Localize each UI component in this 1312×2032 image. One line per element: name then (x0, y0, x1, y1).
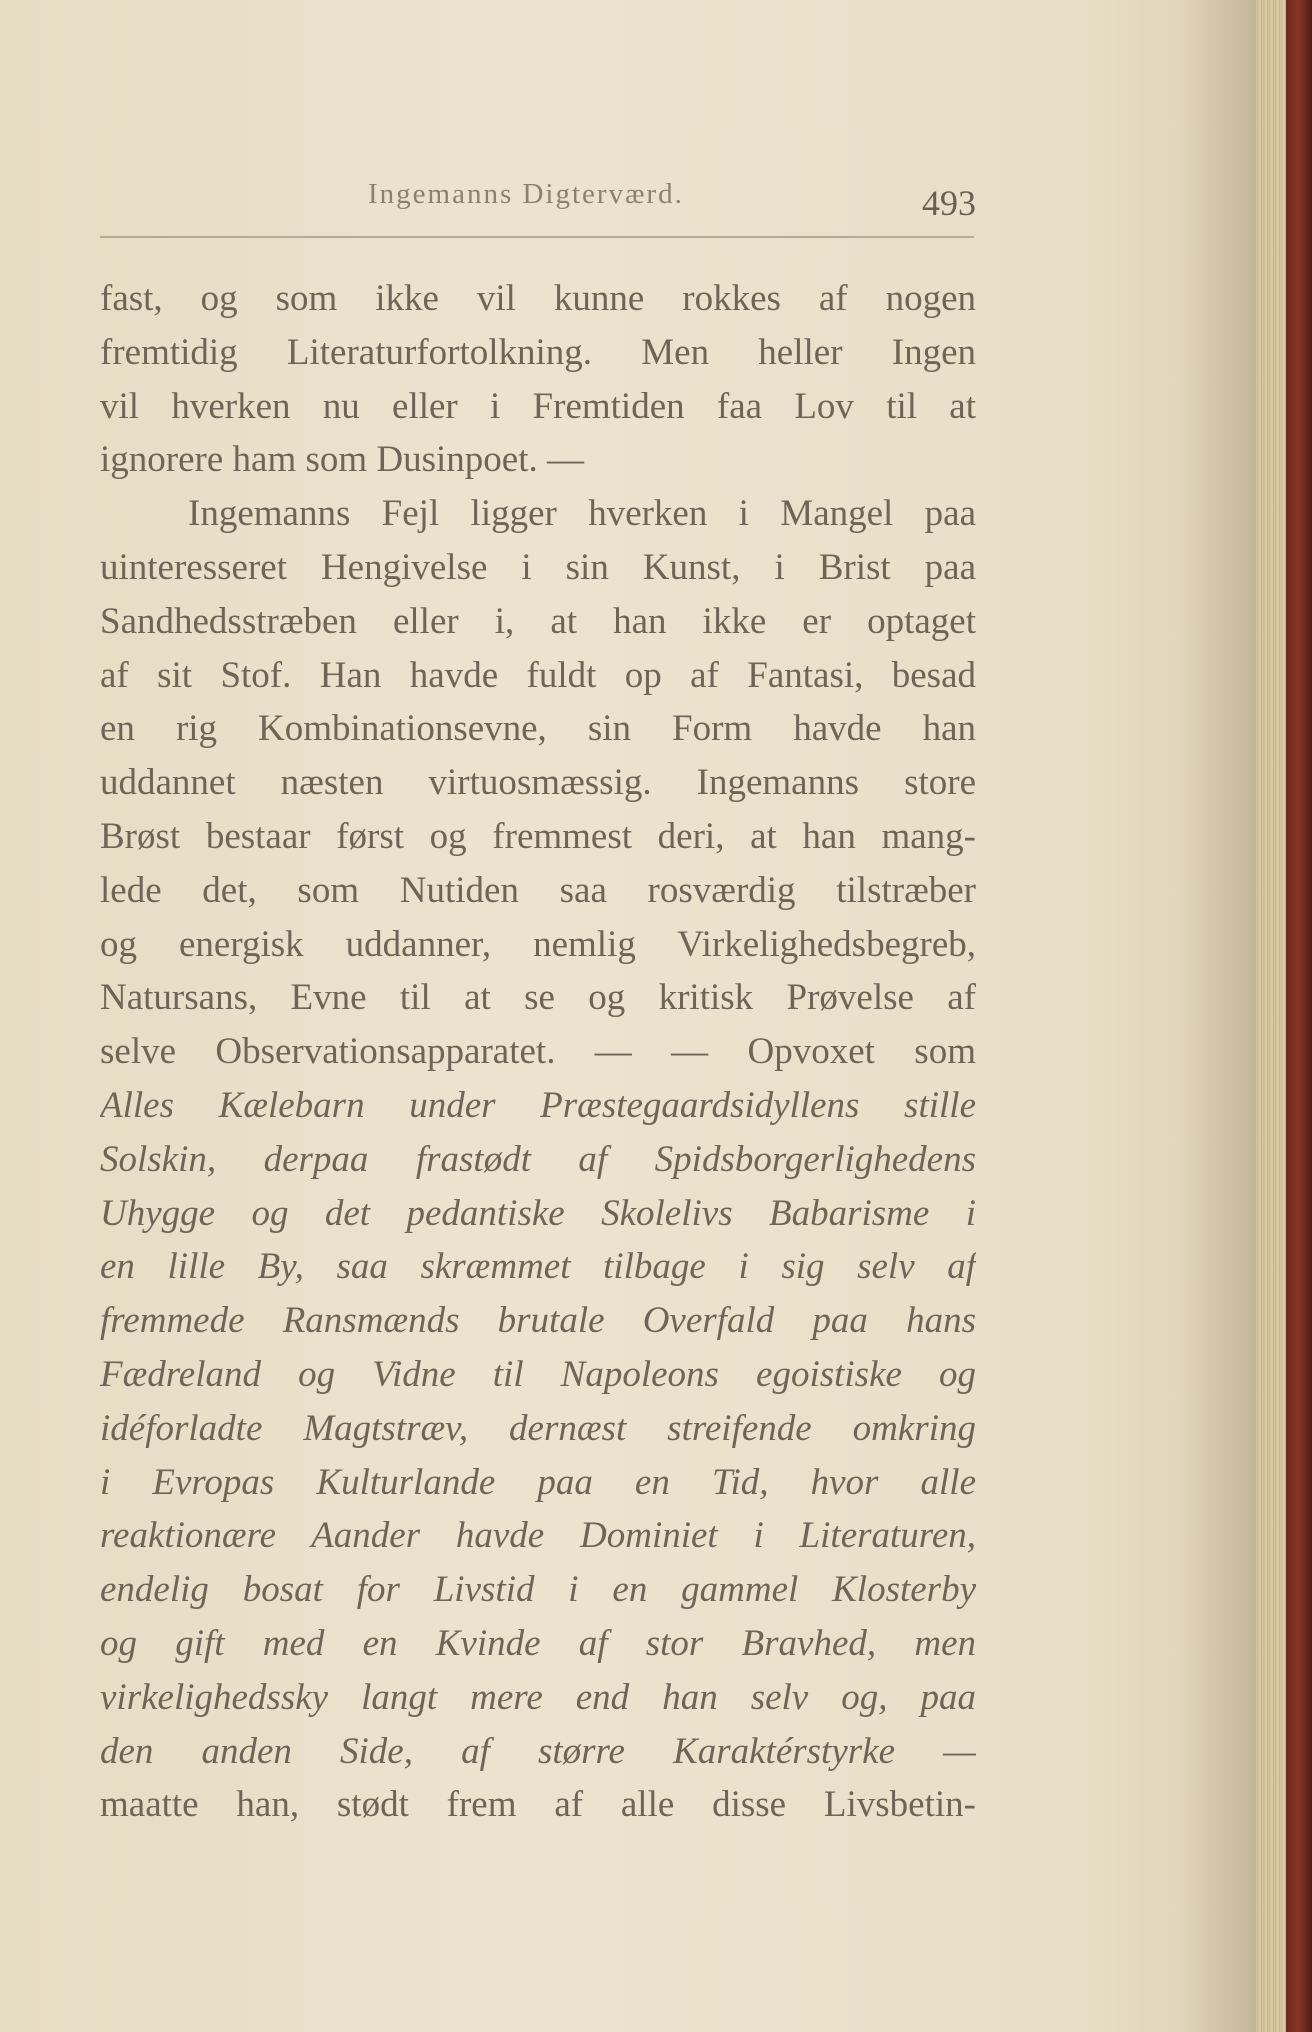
text-line: fast, og som ikke vil kunne rokkes af nogen (100, 278, 976, 319)
text-line: idéforladte Magtstræv, dernæst streifende omkring (100, 1407, 976, 1449)
body-text (100, 272, 976, 1832)
text-line: fremmede Ransmænds brutale Overfald paa hans (100, 1300, 976, 1342)
text-line: ignorere ham som Dusinpoet. — (100, 439, 584, 481)
book-binding (1286, 0, 1312, 2032)
text-line: Ingemanns Fejl ligger hverken i Mangel paa (188, 493, 976, 535)
text-line: Uhygge og det pedantiske Skolelivs Babarisme i (100, 1192, 976, 1234)
text-line: Sandhedsstræben eller i, at han ikke er optaget (100, 600, 976, 642)
running-head: Ingemanns Digterværd. (368, 178, 684, 210)
text-line: reaktionære Aander havde Dominiet i Literaturen, (100, 1515, 976, 1557)
text-line: en rig Kombinationsevne, sin Form havde han (100, 708, 976, 750)
text-line: og gift med en Kvinde af stor Bravhed, men (100, 1622, 976, 1664)
text-line: vil hverken nu eller i Fremtiden faa Lov til at (100, 385, 976, 427)
text-line: virkelighedssky langt mere end han selv og, paa (100, 1676, 976, 1718)
text-line: Natursans, Evne til at se og kritisk Prøvelse af (100, 977, 976, 1019)
text-line: og energisk uddanner, nemlig Virkelighedsbegreb, (100, 923, 976, 965)
text-line: en lille By, saa skræmmet tilbage i sig selv af (100, 1246, 976, 1288)
text-line: Fædreland og Vidne til Napoleons egoistiske og (100, 1353, 976, 1395)
text-line: i Evropas Kulturlande paa en Tid, hvor alle (100, 1461, 976, 1503)
text-line: Alles Kælebarn under Præstegaardsidyllens stille (100, 1084, 976, 1126)
text-line: uinteresseret Hengivelse i sin Kunst, i Brist paa (100, 546, 976, 588)
text-line: maatte han, stødt frem af alle disse Livsbetin- (100, 1784, 976, 1826)
text-line: selve Observationsapparatet. — — Opvoxet som (100, 1031, 976, 1073)
text-line: af sit Stof. Han havde fuldt op af Fantasi, besad (100, 654, 976, 696)
text-line: fremtidig Literaturfortolkning. Men heller Ingen (100, 331, 976, 373)
header-rule (100, 236, 974, 238)
text-line: den anden Side, af større Karaktérstyrke — (100, 1730, 976, 1772)
page-header (100, 168, 976, 228)
text-line: Brøst bestaar først og fremmest deri, at han mang- (100, 815, 976, 857)
text-line: lede det, som Nutiden saa rosværdig tilstræber (100, 869, 976, 911)
text-line: uddannet næsten virtuosmæssig. Ingemanns store (100, 762, 976, 804)
text-line: Solskin, derpaa frastødt af Spidsborgerlighedens (100, 1138, 976, 1180)
text-line: endelig bosat for Livstid i en gammel Klosterby (100, 1569, 976, 1611)
page-number: 493 (922, 183, 976, 223)
